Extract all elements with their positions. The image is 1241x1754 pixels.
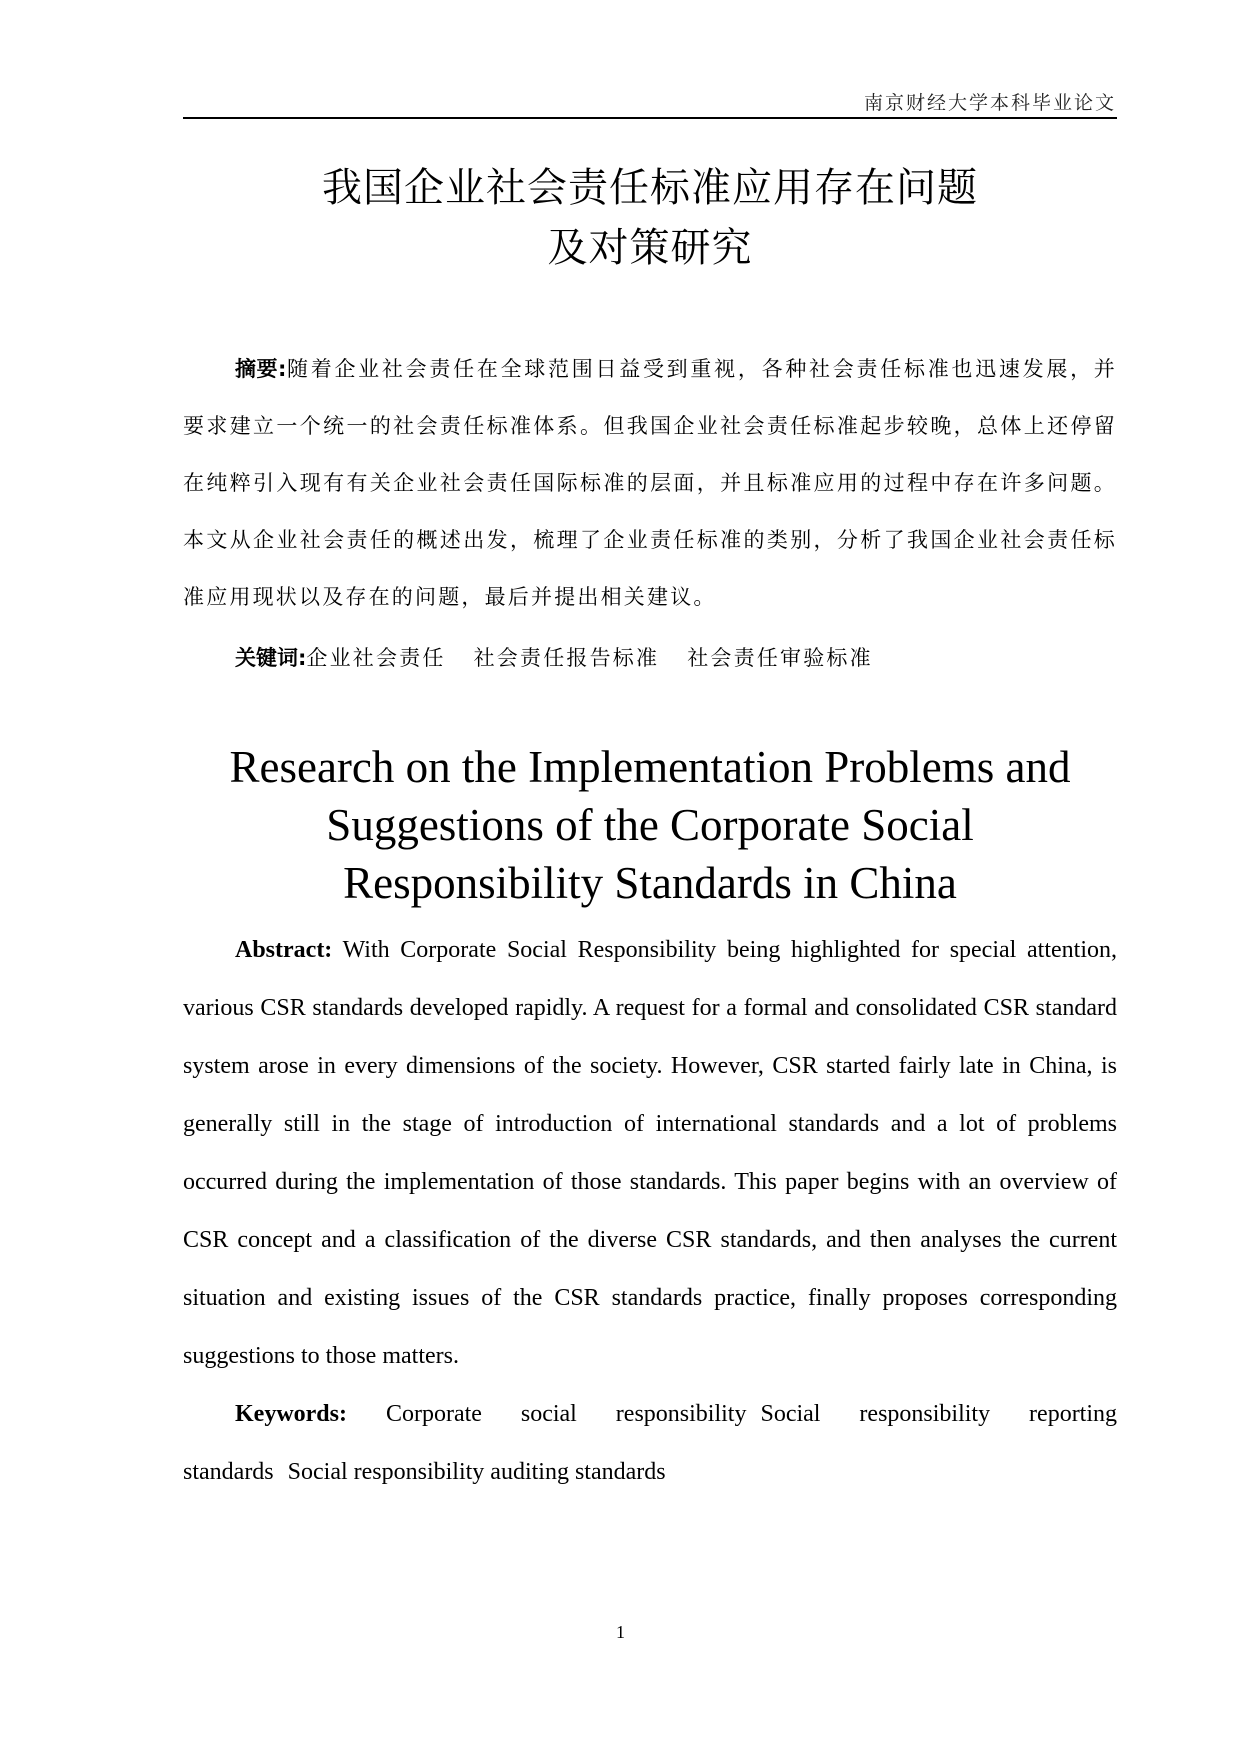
- english-keyword: Corporate social responsibility: [385, 1401, 747, 1427]
- chinese-keyword: 企业社会责任: [306, 646, 446, 670]
- chinese-title-line-2: 及对策研究: [547, 225, 753, 271]
- english-keyword: Social responsibility auditing standards: [287, 1459, 666, 1485]
- chinese-abstract-label: 摘要:: [235, 357, 287, 381]
- running-header: 南京财经大学本科毕业论文: [863, 92, 1116, 114]
- chinese-abstract-text: 随着企业社会责任在全球范围日益受到重视，各种社会责任标准也迅速发展，并要求建立一个统一的社会责任标准体系。但我国企业社会责任标准起步较晚，总体上还停留在纯粹引入现有有关企业社会责任国际标准的层面，并且标准应用的过程中存在许多问题。本文从企业社会责任的概述出发，梳理了企业责任标准的类别，分析了我国企业社会责任标准应用现状以及存在的问题，最后并提出相关建议。: [183, 357, 1118, 609]
- chinese-keywords-label: 关键词:: [235, 646, 307, 670]
- english-keywords-label: Keywords:: [235, 1401, 347, 1427]
- english-title-line-2: Suggestions of the Corporate Social: [326, 800, 974, 850]
- english-keywords: [183, 1385, 1117, 1501]
- english-title-line-3: Responsibility Standards in China: [343, 858, 957, 908]
- chinese-title: [183, 158, 1117, 278]
- english-keyword: Social responsibility reporting standards: [183, 1401, 1118, 1485]
- chinese-keywords: [183, 630, 1117, 687]
- english-abstract-text: With Corporate Social Responsibility being highlighted for special attention, various CSR standards developed rapidly. A request for a formal and consolidated CSR standard system arose in every dimensions of the society. However, CSR started fairly late in China, is generally still in the stage of introduction of international standards and a lot of problems occurred during the implementation of those standards. This paper begins with an overview of CSR concept and a classification of the diverse CSR standards, and then analyses the current situation and existing issues of the CSR standards practice, finally proposes corresponding suggestions to those matters.: [183, 937, 1117, 1369]
- english-abstract: [183, 921, 1117, 1385]
- chinese-title-line-1: 我国企业社会责任标准应用存在问题: [322, 165, 978, 211]
- page-number: 1: [616, 1622, 625, 1642]
- chinese-keyword: 社会责任审验标准: [687, 646, 873, 670]
- english-title-line-1: Research on the Implementation Problems and: [229, 742, 1071, 792]
- chinese-keyword: 社会责任报告标准: [473, 646, 660, 670]
- english-title: [183, 738, 1117, 912]
- header-rule: [183, 117, 1117, 119]
- chinese-abstract: [183, 341, 1117, 626]
- english-abstract-label: Abstract:: [235, 937, 333, 963]
